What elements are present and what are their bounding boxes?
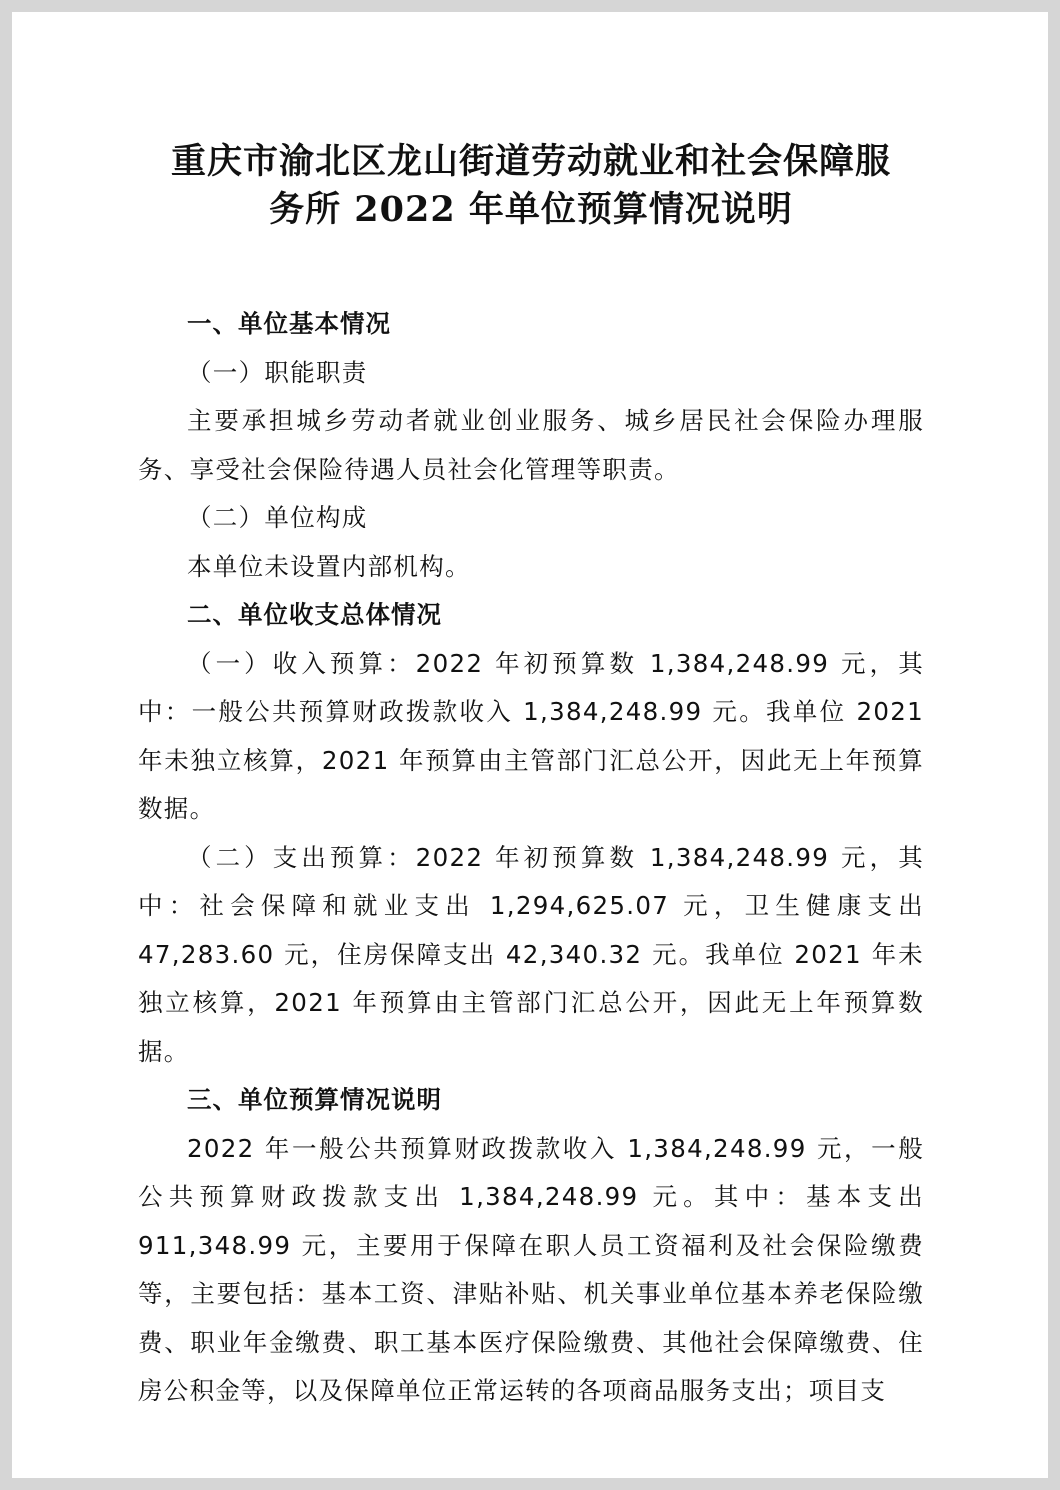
section-heading-2: 二、单位收支总体情况 xyxy=(187,600,442,629)
title-line-2: 务所 2022 年单位预算情况说明 xyxy=(269,189,793,230)
section-heading-1: 一、单位基本情况 xyxy=(187,309,391,338)
document-body xyxy=(138,138,924,1416)
paragraph-income-budget: （一）收入预算：2022 年初预算数 1,384,248.99 元，其中：一般公共预算财政拨款收入 1,384,248.99 元。我单位 2021 年未独立核算，2021 年预算由主管部门汇总公开，因此无上年预算数据。 xyxy=(138,648,924,823)
title-line-1: 重庆市渝北区龙山街道劳动就业和社会保障服 xyxy=(170,141,891,182)
paragraph-functions: 主要承担城乡劳动者就业创业服务、城乡居民社会保险办理服务、享受社会保险待遇人员社会化管理等职责。 xyxy=(138,406,924,484)
section-heading-3: 三、单位预算情况说明 xyxy=(187,1085,442,1114)
subsection-heading-composition: （二）单位构成 xyxy=(187,503,368,532)
paragraph-expense-budget: （二）支出预算：2022 年初预算数 1,384,248.99 元，其中：社会保障和就业支出 1,294,625.07 元，卫生健康支出 47,283.60 元，住房保障支出 42,340.32 元。我单位 2021 年未独立核算，2021 年预算由主管部门汇总公开，因此无上年预算数据。 xyxy=(138,842,924,1066)
subsection-heading-functions: （一）职能职责 xyxy=(187,357,368,387)
paragraph-budget-explanation: 2022 年一般公共预算财政拨款收入 1,384,248.99 元，一般公共预算财政拨款支出 1,384,248.99 元。其中：基本支出 911,348.99 元，主要用于保障在职人员工资福利及社会保险缴费等，主要包括：基本工资、津贴补贴、机关事业单位基本养老保险缴费、职业年金缴费、职工基本医疗保险缴费、其他社会保障缴费、住房公积金等，以及保障单位正常运转的各项商品服务支出；项目支 xyxy=(138,1133,924,1405)
document-title xyxy=(138,138,924,234)
document-text xyxy=(138,300,924,1416)
paragraph-composition: 本单位未设置内部机构。 xyxy=(187,551,471,581)
